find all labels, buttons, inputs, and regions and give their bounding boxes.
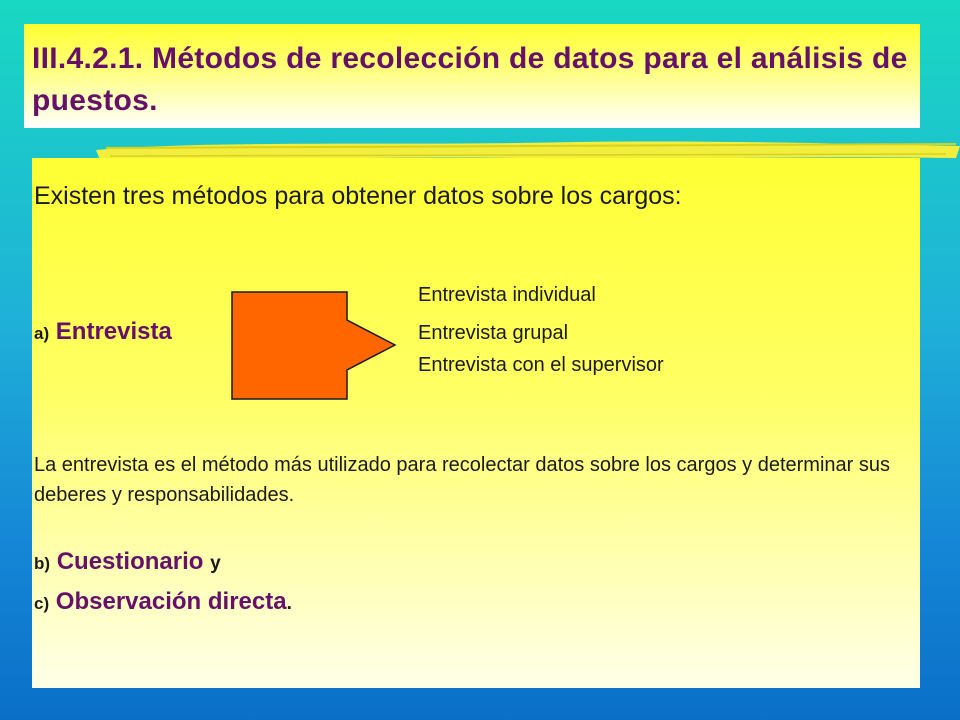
subtype-supervisor: Entrevista con el supervisor: [418, 354, 664, 376]
arrow-right-icon: [231, 291, 431, 401]
method-b-connector: y: [210, 553, 221, 574]
method-c-line: [34, 588, 292, 616]
method-a-line: [34, 318, 172, 346]
method-b-line: [34, 548, 221, 576]
content-panel: [32, 158, 920, 688]
intro-text: Existen tres métodos para obtener datos sobre los cargos:: [34, 182, 682, 210]
method-b-letter: b): [34, 554, 51, 573]
title-banner: [24, 24, 920, 128]
method-a-name: Entrevista: [55, 318, 172, 345]
method-c-name: Observación directa: [55, 588, 287, 615]
method-c-letter: c): [34, 594, 50, 613]
method-c-end: .: [286, 593, 292, 614]
method-b-name: Cuestionario: [56, 548, 204, 575]
subtype-individual: Entrevista individual: [418, 284, 596, 306]
slide-title: III.4.2.1. Métodos de recolección de datos para el análisis de puestos.: [32, 42, 908, 117]
subtype-grupal: Entrevista grupal: [418, 322, 569, 344]
description-text: La entrevista es el método más utilizado para recolectar datos sobre los cargos y determinar sus deberes y responsabilidades.: [34, 454, 890, 506]
method-a-letter: a): [34, 324, 50, 343]
